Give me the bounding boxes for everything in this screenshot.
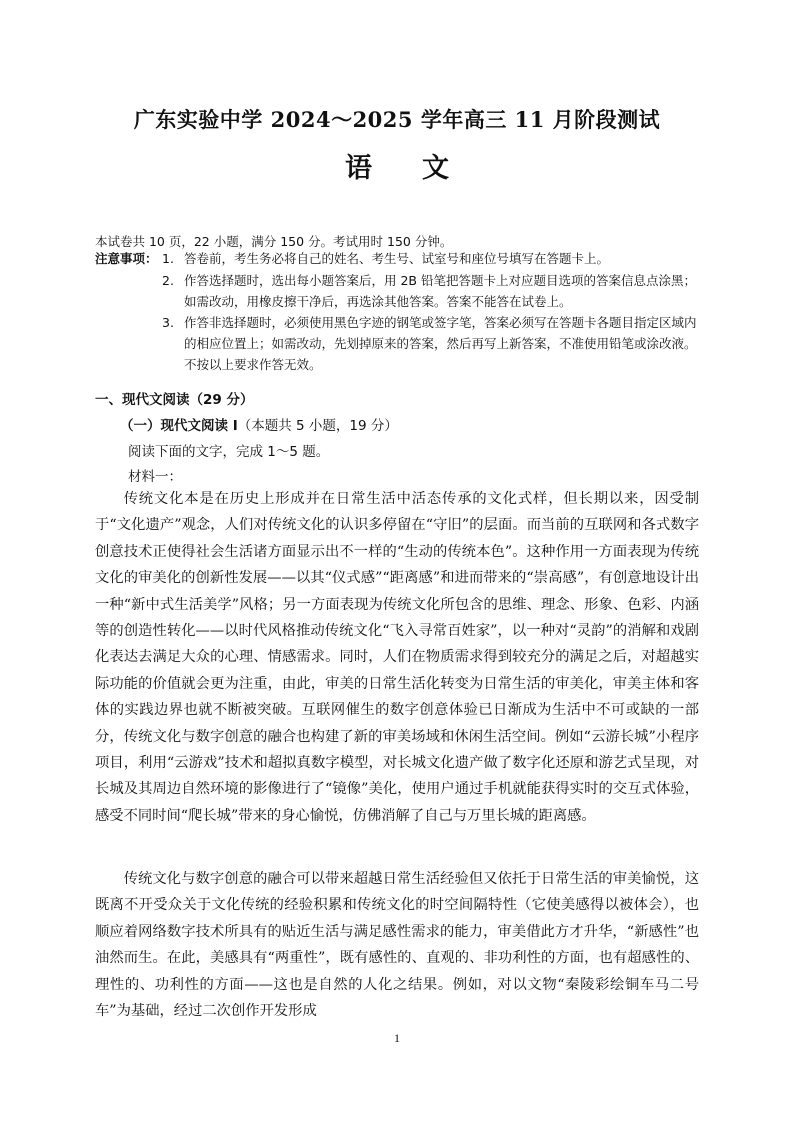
body-paragraph: 传统文化本是在历史上形成并在日常生活中活态传承的文化式样，但长期以来，因受制于“文化遗产”观念，人们对传统文化的认识多停留在“守旧”的层面。而当前的互联网和各式数字创意技术正使得社会生活诸方面显示出不一样的“生动的传统本色”。这种作用一方面表现为传统文化的审美化的创新性发展——以其“仪式感”“距离感”和进而带来的“崇高感”，有创意地设计出一种“新中式生活美学”风格；另一方面表现为传统文化所包含的思维、理念、形象、色彩、内涵等的创造性转化——以时代风格推动传统文化“飞入寻常百姓家”，以一种对“灵韵”的消解和戏剧化表达去满足大众的心理、情感需求。同时，人们在物质需求得到较充分的满足之后，对超越实际功能的价值就会更为注重，由此，审美的日常生活化转变为日常生活的审美化，审美主体和客体的实践边界也就不断被突破。互联网催生的数字创意体验已日渐成为生活中不可或缺的一部分，传统文化与数字创意的融合也构建了新的审美场域和休闲生活空间。例如“云游长城”小程序项目，利用“云游戏”技术和超拟真数字模型，对长城文化遗产做了数字化还原和游艺式呈现，对长城及其周边自然环境的影像进行了“镜像”美化，使用户通过手机就能获得实时的交互式体验，感受不同时间“爬长城”带来的身心愉悦，仿佛消解了自己与万里长城的距离感。 (95, 491, 699, 824)
notes-label: 注意事项： (95, 251, 158, 266)
note-text: 答卷前，考生务必将自己的姓名、考生号、试室号和座位号填写在答题卡上。 (184, 251, 610, 266)
subject-title: 语文 (345, 153, 499, 184)
body-paragraph: 传统文化与数字创意的融合可以带来超越日常生活经验但又依托于日常生活的审美愉悦，这既离不开受众关于文化传统的经验积累和传统文化的时空间隔特性（它使美感得以被体会），也顺应着网络数字技术所具有的贴近生活与满足感性需求的能力，审美借此方才升华，“新感性”也油然而生。在此，美感具有“两重性”，既有感性的、直观的、非功利性的方面，也有超感性的、理性的、功利性的方面——这也是自然的人化之结果。例如，对以文物“秦陵彩绘铜车马二号车”为基础，经过二次创作开发形成 (95, 871, 699, 1020)
subsection-title (120, 414, 398, 434)
note-text: 作答选择题时，选出每小题答案后，用 2B 铅笔把答题卡上对应题目选项的答案信息点涂黑；如需改动，用橡皮擦干净后，再选涂其他答案。答案不能答在试卷上。 (184, 273, 696, 309)
section-title: 一、现代文阅读（29 分） (95, 392, 254, 408)
note-number: 2. (162, 273, 174, 288)
note-text: 作答非选择题时，必须使用黑色字迹的钢笔或签字笔，答案必须写在答题卡各题目指定区域内的相应位置上；如需改动，先划掉原来的答案，然后再写上新答案，不准使用铅笔或涂改液。不按以上要求作答无效。 (184, 315, 697, 372)
note-item (162, 270, 707, 312)
exam-info: 本试卷共 10 页，22 小题，满分 150 分。考试用时 150 分钟。 (95, 234, 453, 249)
note-number: 3. (162, 315, 174, 330)
exam-title: 广东实验中学 2024～2025 学年高三 11 月阶段测试 (133, 107, 661, 132)
page-number: 1 (394, 1031, 400, 1045)
note-item (162, 312, 707, 375)
reading-instruction: 阅读下面的文字，完成 1～5 题。 (128, 444, 330, 460)
subsection-note: （本题共 5 小题，19 分） (237, 418, 398, 434)
note-number: 1. (162, 251, 174, 266)
note-item (162, 248, 707, 269)
material-label: 材料一： (128, 469, 182, 485)
subsection-name: （一）现代文阅读 I (120, 418, 238, 434)
